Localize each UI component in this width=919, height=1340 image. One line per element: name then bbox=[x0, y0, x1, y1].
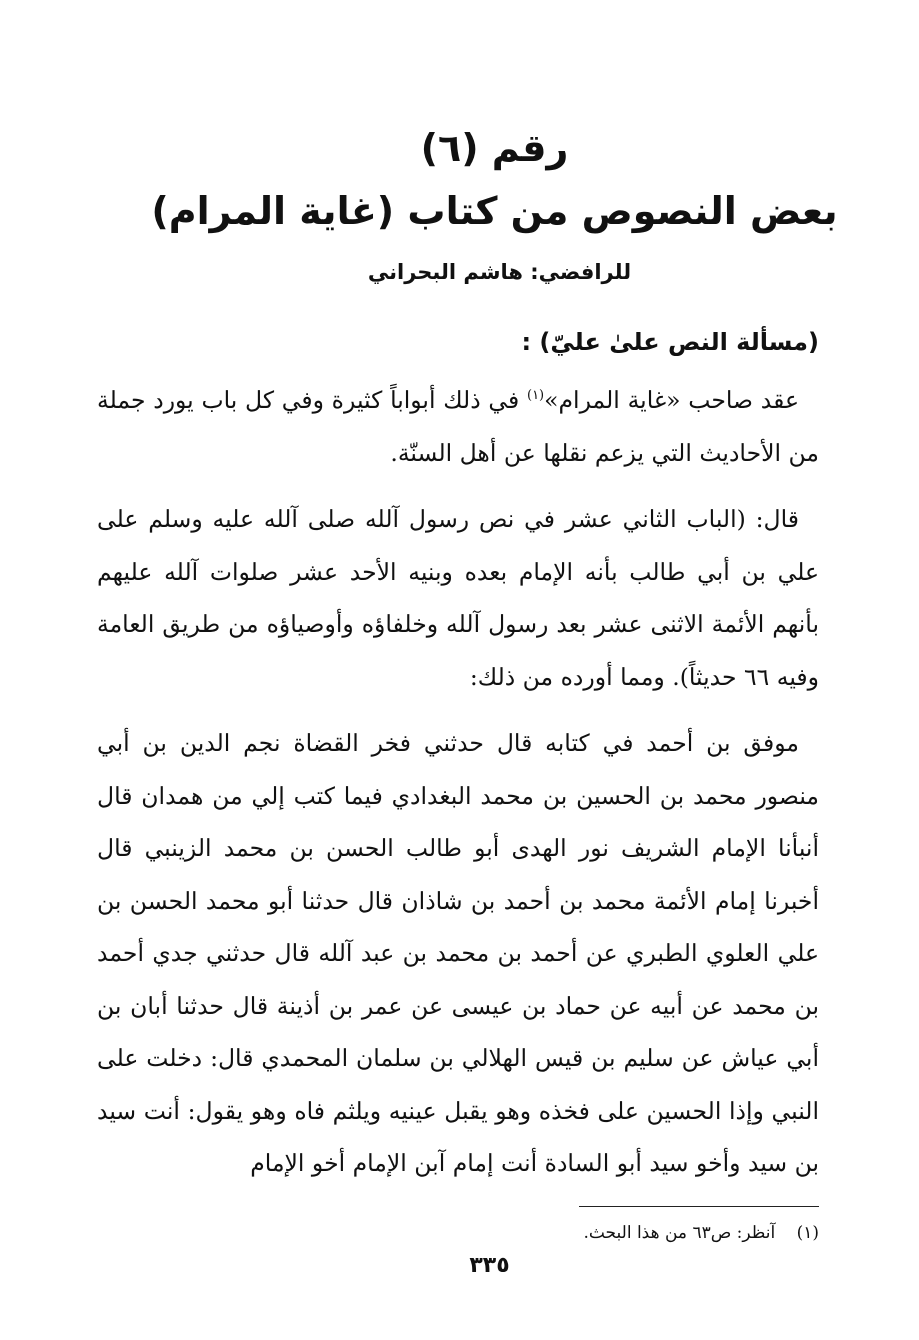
paragraph-hadith-chain: موفق بن أحمد في كتابه قال حدثني فخر القضاة نجم الدين بن أبي منصور محمد بن الحسين بن محمد البغدادي فيما كتب إلي من همدان قال أنبأنا الإمام الشريف نور الهدى أبو طالب الحسن بن محمد الزينبي قال أخبرنا إمام الأئمة محمد بن أحمد بن شاذان قال حدثنا أبو محمد الحسن بن علي العلوي الطبري عن أحمد بن محمد بن عبد آلله قال حدثني جدي أحمد بن محمد عن أبيه عن حماد بن عيسى عن عمر بن أذينة قال حدثنا أبان بن أبي عياش عن سليم بن قيس الهلالي بن سلمان المحمدي قال: دخلت على النبي وإذا الحسين على فخذه وهو يقبل عينيه ويلثم فاه وهو يقول: أنت سيد بن سيد وأخو سيد أبو السادة أنت إمام آبن الإمام أخو الإمام bbox=[97, 729, 819, 1177]
footnote-divider bbox=[579, 1206, 819, 1207]
chapter-title: بعض النصوص من كتاب (غاية المرام) bbox=[151, 189, 838, 233]
chapter-number: رقم (٦) bbox=[420, 126, 569, 170]
footnote-mark: (١) bbox=[796, 1223, 819, 1243]
paragraph-intro bbox=[97, 374, 819, 479]
footnote-text: آنظر: ص٦٣ من هذا البحث. bbox=[583, 1223, 776, 1243]
chapter-author: للرافضي: هاشم البحراني bbox=[367, 260, 632, 284]
paragraph-chapter-quote: قال: (الباب الثاني عشر في نص رسول آلله صلى آلله عليه وسلم على علي بن أبي طالب بأنه الإمام بعده وبنيه الأحد عشر صلوات آلله عليهم بأنهم الأئمة الاثنى عشر بعد رسول آلله وخلفاؤه وأوصياؤه من طريق العامة وفيه ٦٦ حديثاً). ومما أورده من ذلك: bbox=[97, 505, 819, 691]
page-number: ٣٣٥ bbox=[469, 1253, 510, 1278]
body-text bbox=[97, 374, 819, 1190]
paragraph-intro-end: في ذلك أبواباً كثيرة وفي كل باب يورد جملة من الأحاديث التي يزعم نقلها عن أهل السنّة. bbox=[97, 386, 819, 467]
footnote bbox=[219, 1218, 819, 1248]
paragraph-intro-start: عقد صاحب «غاية المرام» bbox=[544, 386, 799, 414]
footnote-reference[interactable]: (١) bbox=[526, 388, 545, 404]
section-title: (مسألة النص علىٰ عليّ) : bbox=[521, 328, 819, 356]
